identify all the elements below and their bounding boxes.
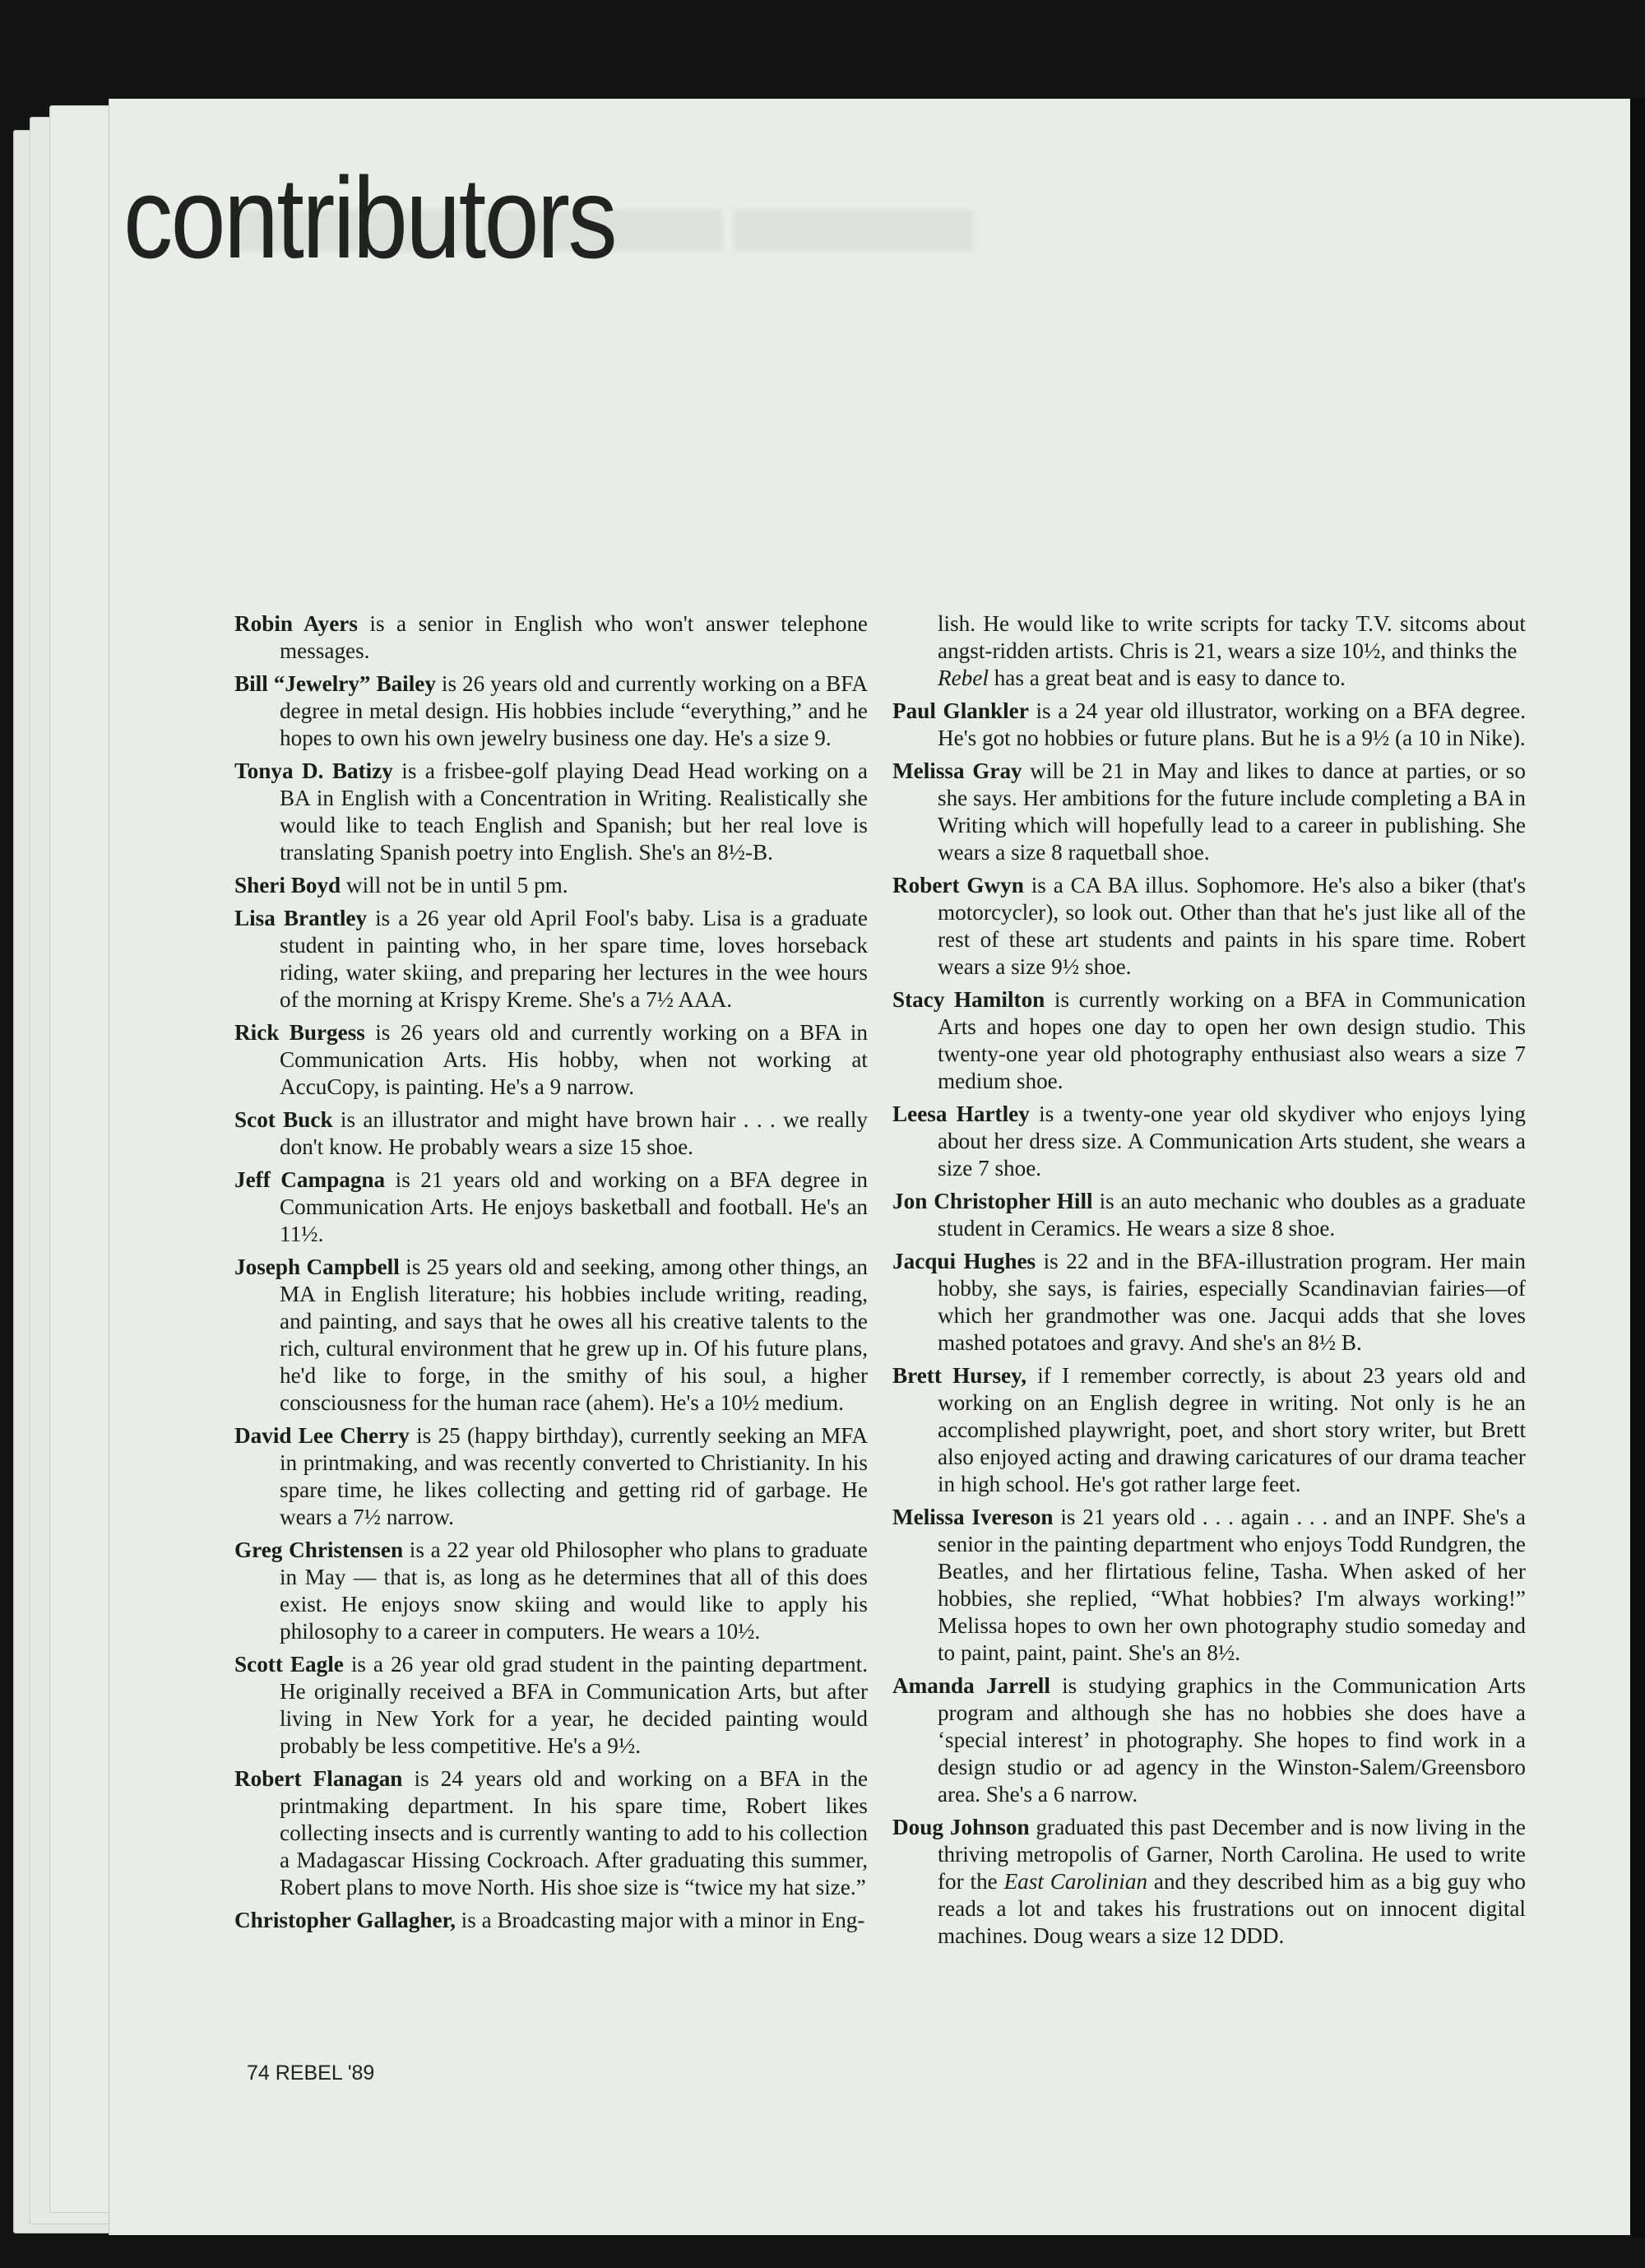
page-title: contributors (123, 153, 616, 282)
contributor-name: Lisa Brantley (234, 906, 368, 930)
contributor-entry (234, 758, 868, 866)
contributor-entry (234, 1254, 868, 1417)
contributor-entry (892, 1101, 1526, 1182)
contributor-bio: is studying graphics in the Communication Arts program and although she has no hobbies she does have a ‘special interest’ in photography. She hopes to find work in a design studio or ad agency in the Winston-Salem/Greensboro area. She's a 6 narrow. (938, 1673, 1526, 1807)
contributor-entry (892, 1814, 1526, 1950)
contributor-entry (892, 986, 1526, 1095)
right-column (892, 610, 1526, 1955)
contributor-name: Stacy Hamilton (892, 987, 1045, 1012)
contributor-entry (234, 1651, 868, 1760)
contributor-bio: is currently working on a BFA in Communication Arts and hopes one day to open her own design studio. This twenty-one year old photography enthusiast also wears a size 7 medium shoe. (938, 987, 1527, 1093)
contributor-bio: is a twenty-one year old skydiver who enjoys lying about her dress size. A Communication Arts student, she wears a size 7 shoe. (938, 1102, 1526, 1180)
continued-entry (892, 610, 1526, 692)
contributor-bio: is 25 (happy birthday), currently seeking an MFA in printmaking, and was recently converted to Christianity. In his spare time, he likes collecting and getting rid of garbage. He wears a 7½ narrow. (280, 1423, 868, 1529)
contributor-entry (234, 905, 868, 1013)
contributor-entry (892, 872, 1526, 981)
contributor-bio: is a 22 year old Philosopher who plans to graduate in May — that is, as long as he determines that all of this does exist. He enjoys snow skiing and would like to apply his philosophy to a career in computers. He wears a 10½. (280, 1538, 868, 1644)
contributor-name: Jacqui Hughes (892, 1249, 1036, 1273)
contributor-entry (892, 698, 1526, 752)
contributor-name: Jon Christopher Hill (892, 1189, 1093, 1213)
contributor-entry (234, 670, 868, 752)
contributor-bio: is a 26 year old grad student in the painting department. He originally received a BFA in Communication Arts, but after living in New York for a year, he decided painting would probably be less competitive. He's a 9½. (280, 1652, 868, 1758)
contributor-entry (234, 610, 868, 665)
contributor-name: Robert Flanagan (234, 1766, 403, 1791)
contributor-name: Bill “Jewelry” Bailey (234, 671, 436, 696)
contributor-bio: is an auto mechanic who doubles as a graduate student in Ceramics. He wears a size 8 shoe. (938, 1189, 1526, 1241)
contributor-name: Melissa Gray (892, 758, 1022, 783)
contributor-name: Amanda Jarrell (892, 1673, 1050, 1698)
contributor-name: Brett Hursey, (892, 1363, 1026, 1388)
contributor-bio: if I remember correctly, is about 23 years old and working on an English degree in writing. Not only is he an accomplished playwright, poet, and short story writer, but Brett also enjoyed acting and drawing caricatures of our drama teacher in high school. He's got rather large feet. (938, 1363, 1526, 1496)
contributor-name: Rick Burgess (234, 1020, 365, 1045)
contributor-entry (234, 1907, 868, 1934)
contributor-bio: is a CA BA illus. Sophomore. He's also a biker (that's motorcycler), so look out. Other than that he's just like all of the rest of these art students and paints in his spare time. Robert wears a size 9½ shoe. (938, 873, 1526, 979)
contributor-entry (892, 1188, 1526, 1242)
contributor-name: Christopher Gallagher, (234, 1908, 456, 1932)
contributor-entry (234, 1166, 868, 1248)
contributor-bio: will not be in until 5 pm. (341, 873, 568, 897)
contributor-bio: is an illustrator and might have brown hair . . . we really don't know. He probably wears a size 15 shoe. (280, 1107, 868, 1159)
contributor-name: Leesa Hartley (892, 1102, 1030, 1126)
contributor-name: Scott Eagle (234, 1652, 344, 1677)
contributor-bio: is 26 years old and currently working on a BFA degree in metal design. His hobbies include “everything,” and he hopes to own his own jewelry business one day. He's a size 9. (280, 671, 868, 750)
contributor-bio: graduated this past December and is now living in the thriving metropolis of Garner, North Carolina. He used to write for the (938, 1815, 1526, 1894)
contributor-entry (892, 1672, 1526, 1808)
contributor-name: Melissa Ivereson (892, 1505, 1054, 1529)
left-column (234, 610, 868, 1940)
contributor-bio: is 25 years old and seeking, among other things, an MA in English literature; his hobbies include writing, reading, and painting, and says that he owes all his creative talents to the rich, cultural environment that he grew up in. Of his future plans, he'd like to forge, in the smithy of his soul, a higher consciousness for the human race (ahem). He's a 10½ medium. (280, 1255, 868, 1415)
contributor-entry (234, 872, 868, 899)
binding-shadow (1630, 99, 1645, 2238)
contributor-name: Paul Glankler (892, 698, 1029, 723)
page-folio: 74 REBEL '89 (247, 2062, 375, 2085)
contributor-name: Robin Ayers (234, 611, 358, 636)
contributor-name: Jeff Campagna (234, 1167, 386, 1192)
contributor-entry (892, 1504, 1526, 1667)
italic-title: East Carolinian (1003, 1869, 1148, 1894)
contributor-name: Greg Christensen (234, 1538, 404, 1562)
contributor-name: Tonya D. Batizy (234, 758, 393, 783)
contributor-entry (892, 1362, 1526, 1498)
continued-text: lish. He would like to write scripts for tacky T.V. sitcoms about angst-ridden artists. Chris is 21, wears a size 10½, and thinks the (938, 611, 1526, 663)
contributor-entry (234, 1106, 868, 1161)
contributor-name: Doug Johnson (892, 1815, 1030, 1839)
contributor-bio: is a frisbee-golf playing Dead Head working on a BA in English with a Concentration in Writing. Realistically she would like to teach English and Spanish; but her real love is translating Spanish poetry into English. She's an 8½-B. (280, 758, 868, 865)
contributor-bio: is a senior in English who won't answer telephone messages. (280, 611, 868, 663)
contributor-entry (892, 758, 1526, 866)
italic-title: Rebel (938, 666, 989, 690)
contributor-bio: is 22 and in the BFA-illustration program. Her main hobby, she says, is fairies, especially Scandinavian fairies—of which her grandmother was one. Jacqui adds that she loves mashed potatoes and gravy. And she's an 8½ B. (938, 1249, 1526, 1355)
contributor-bio: is 26 years old and currently working on a BFA in Communication Arts. His hobby, when not working at AccuCopy, is painting. He's a 9 narrow. (280, 1020, 868, 1099)
contributor-bio: is a Broadcasting major with a minor in Eng- (455, 1908, 865, 1932)
contributor-bio: is 21 years old . . . again . . . and an INPF. She's a senior in the painting department who enjoys Todd Rundgren, the Beatles, and her flirtatious feline, Tasha. When asked of her hobbies, she replied, “What hobbies? I'm always working!” Melissa hopes to own her own photography studio someday and to paint, paint, paint. She's an 8½. (938, 1505, 1526, 1665)
contributor-name: David Lee Cherry (234, 1423, 410, 1448)
continued-text-end: has a great beat and is easy to dance to. (988, 666, 1346, 690)
contributor-bio: will be 21 in May and likes to dance at parties, or so she says. Her ambitions for the future include completing a BA in Writing which will hopefully lead to a career in publishing. She wears a size 8 raquetball shoe. (938, 758, 1526, 865)
contributor-name: Scot Buck (234, 1107, 333, 1132)
contributor-bio: is a 26 year old April Fool's baby. Lisa is a graduate student in painting who, in her spare time, loves horseback riding, water skiing, and preparing her lectures in the wee hours of the morning at Krispy Kreme. She's a 7½ AAA. (280, 906, 868, 1012)
contributor-entry (234, 1422, 868, 1531)
contributor-bio: is a 24 year old illustrator, working on a BFA degree. He's got no hobbies or future plans. But he is a 9½ (a 10 in Nike). (938, 698, 1526, 750)
contributor-bio-end: and they described him as a big guy who reads a lot and takes his frustrations out on innocent digital machines. Doug wears a size 12 DDD. (938, 1869, 1527, 1948)
contributor-entry (892, 1248, 1526, 1357)
contributor-name: Robert Gwyn (892, 873, 1024, 897)
contributor-entry (234, 1765, 868, 1901)
contributor-bio: is 24 years old and working on a BFA in the printmaking department. In his spare time, Robert likes collecting insects and is currently wanting to add to his collection a Madagascar Hissing Cockroach. After graduating this summer, Robert plans to move North. His shoe size is “twice my hat size.” (280, 1766, 869, 1899)
contributor-name: Sheri Boyd (234, 873, 341, 897)
contributor-entry (234, 1537, 868, 1645)
contributor-entry (234, 1019, 868, 1101)
bleed-through-heading (734, 210, 973, 251)
contributor-bio: is 21 years old and working on a BFA degree in Communication Arts. He enjoys basketball and football. He's an 11½. (280, 1167, 868, 1246)
contributor-name: Joseph Campbell (234, 1255, 400, 1279)
